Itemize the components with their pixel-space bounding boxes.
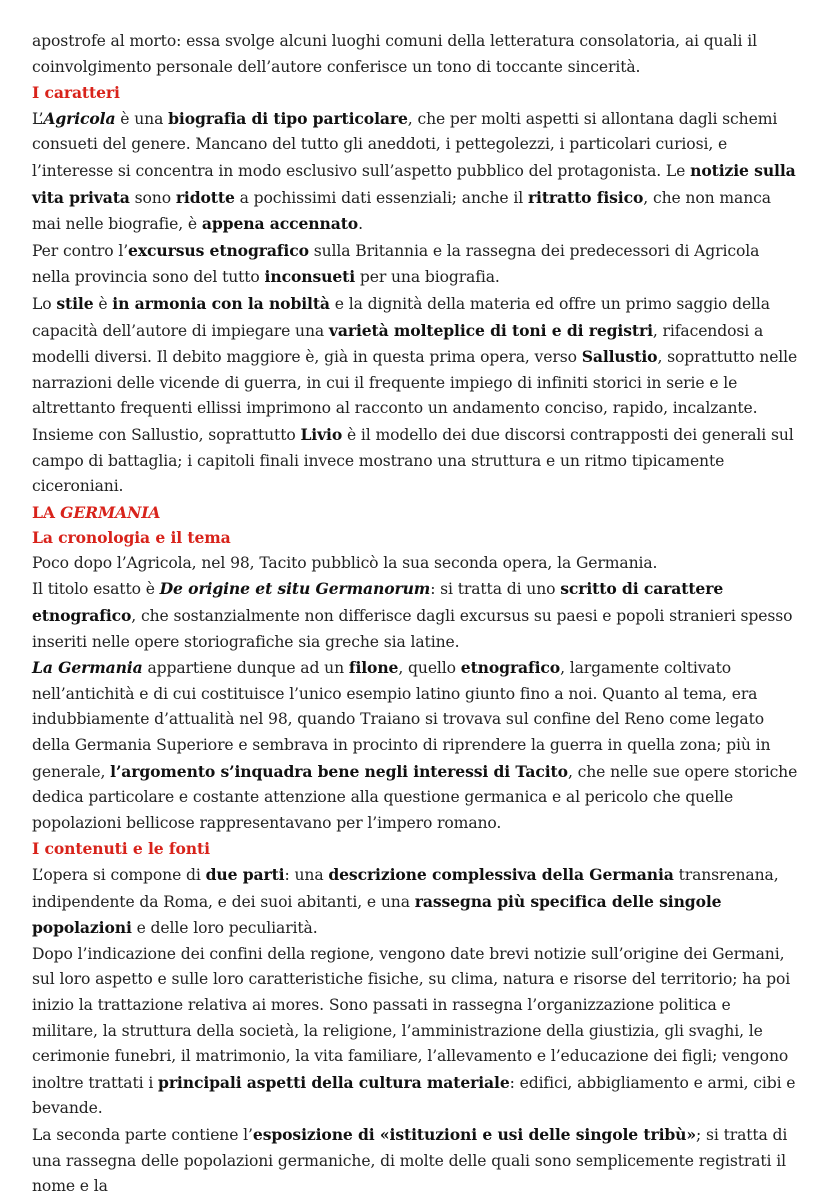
text-run: Lo [32,294,57,313]
bold-text: scritto di carattere etnografico [32,579,724,626]
paragraph [32,29,798,80]
bold-text: appena accennato [201,214,359,234]
paragraph [32,862,798,942]
bold-text: varietà molteplice di toni e di registri [328,320,653,340]
text-run: sulla Britannia e la rassegna dei predecessori di Agricola nella provincia sono del tutto [32,241,760,287]
text-run: sono [129,188,176,207]
text-run: Dopo l’indicazione dei confini della regione, vengono date brevi notizie sull’origine dei Germani, sul loro aspetto e sulle loro caratteristiche fisiche, su clima, natura e risorse del territorio; ha poi inizio la trattazione relativa ai mores. Sono passati in rassegna l’organizzazione politica e militare, la struttura della società, la religione, l’amministrazione della giustizia, gli svaghi, le cerimonie funebri, il matrimonio, la vita familiare, l’allevamento e l’educazione dei figli; vengono inoltre trattati i [32,944,791,1092]
text-run: , che sostanzialmente non differisce dagli excursus su paesi e popoli stranieri spesso inseriti nelle opere storiografiche sia greche sia latine. [32,607,793,651]
section-heading [32,836,798,862]
bold-text: inconsueti [264,267,356,287]
bold-text: filone [348,658,399,678]
text-run: , che per molti aspetti si allontana dagli schemi consueti del genere. Mancano del tutto gli aneddoti, i pettegolezzi, i particolari curiosi, e l’interesse si concentra in modo esclusivo sull’aspetto pubblico del protagonista. Le [32,109,778,180]
text-run: e delle loro peculiarità. [131,919,318,938]
text-run: I caratteri [32,83,120,103]
section-heading [32,500,798,526]
paragraph [32,655,798,836]
text-run: La cronologia e il tema [32,528,231,548]
paragraph [32,291,798,500]
text-run: La seconda parte contiene l’ [32,1125,253,1144]
text-run: L’ [32,109,44,128]
emphasis-text: La Germania [32,658,143,678]
text-run: e la dignità della materia ed offre un primo saggio della capacità dell’autore di impiegare una [32,294,770,340]
text-run: . [358,215,363,234]
bold-text: Livio [300,424,343,444]
text-run: , che nelle sue opere storiche dedica particolare e costante attenzione alla questione germanica e al pericolo che quelle popolazioni bellicose rappresentavano per l’impero romano. [32,762,798,832]
text-run: , largamente coltivato nell’antichità e di cui costituisce l’unico esempio latino giunto fino a noi. Quanto al tema, era indubbiamente d’attualità nel 98, quando Traiano si trovava sul confine del Reno come legato della Germania Superiore e sembrava in procinto di riprendere la guerra in quella zona; più in generale, [32,659,771,781]
bold-text: ridotte [175,187,235,207]
emphasis-text: De origine et situ Germanorum [159,579,431,599]
text-run: , che non manca mai nelle biografie, è [32,188,771,234]
text-run: ; si tratta di una rassegna delle popolazioni germaniche, di molte delle quali sono semplicemente registrati il nome e la [32,1125,788,1196]
bold-italic-run [32,658,143,677]
text-run: I contenuti e le fonti [32,839,210,859]
text-run: per una biografia. [355,268,500,287]
text-run: è una [115,109,169,128]
emphasis-text: Agricola [43,108,116,128]
text-run: Per contro l’ [32,241,129,260]
paragraph [32,1122,798,1200]
text-run: : edifici, abbigliamento e armi, cibi e bevande. [32,1073,796,1118]
bold-text: Sallustio [581,347,658,367]
bold-text: stile [56,293,94,313]
italic-text: GERMANIA [60,502,161,522]
text-run: , rifacendosi a modelli diversi. Il debito maggiore è, già in questa prima opera, verso [32,321,764,367]
text-run: LA [32,502,61,522]
bold-text: due parti [205,865,285,884]
paragraph [32,576,798,655]
bold-text: esposizione di «istituzioni e usi delle singole tribù» [252,1124,697,1144]
paragraph [32,551,798,577]
paragraph [32,942,798,1122]
text-run: apostrofe al morto: essa svolge alcuni luoghi comuni della letteratura consolatoria, ai quali il coinvolgimento personale dell’autore conferisce un tono di toccante sincerità. [32,32,757,76]
text-run: , quello [398,659,461,678]
section-heading [32,80,798,106]
text-run: , soprattutto nelle narrazioni delle vicende di guerra, in cui il frequente impiego di infiniti storici in serie e le altrettanto frequenti ellissi imprimono al racconto un andamento conciso, rapido, incalzante. Insieme con Sallustio, soprattutto [32,348,798,444]
bold-text: biografia di tipo particolare [168,108,408,128]
text-run: : una [284,866,329,884]
bold-text: excursus etnografico [128,240,309,260]
paragraph [32,106,798,238]
section-heading [32,525,798,551]
bold-text: ritratto fisico [527,187,644,207]
text-run: Il titolo esatto è [32,580,160,599]
text-run: appartiene dunque ad un [142,659,349,678]
bold-italic-run [160,579,431,598]
bold-italic-run [43,109,115,128]
text-run: Poco dopo l’Agricola, nel 98, Tacito pubblicò la sua seconda opera, la Germania. [32,553,658,572]
bold-text: rassegna più specifica delle singole popolazioni [32,891,722,938]
text-run: L’opera si compone di [32,866,206,884]
text-run: transrenana, indipendente da Roma, e dei suoi abitanti, e una [32,866,779,911]
bold-text: descrizione complessiva della Germania [328,865,674,884]
bold-text: etnografico [460,658,561,678]
text-run: è [93,294,113,313]
bold-text: in armonia con la nobiltà [112,293,330,313]
bold-text: l’argomento s’inquadra bene negli interessi di Tacito [110,761,568,781]
bold-text: principali aspetti della cultura materiale [158,1072,510,1092]
text-run: è il modello dei due discorsi contrapposti dei generali sul campo di battaglia; i capitoli finali invece mostrano una struttura e un ritmo tipicamente ciceroniani. [32,425,794,496]
paragraph [32,238,798,291]
text-run: a pochissimi dati essenziali; anche il [234,188,528,207]
bold-text: notizie sulla vita privata [32,160,796,207]
text-run: : si tratta di uno [430,580,561,599]
